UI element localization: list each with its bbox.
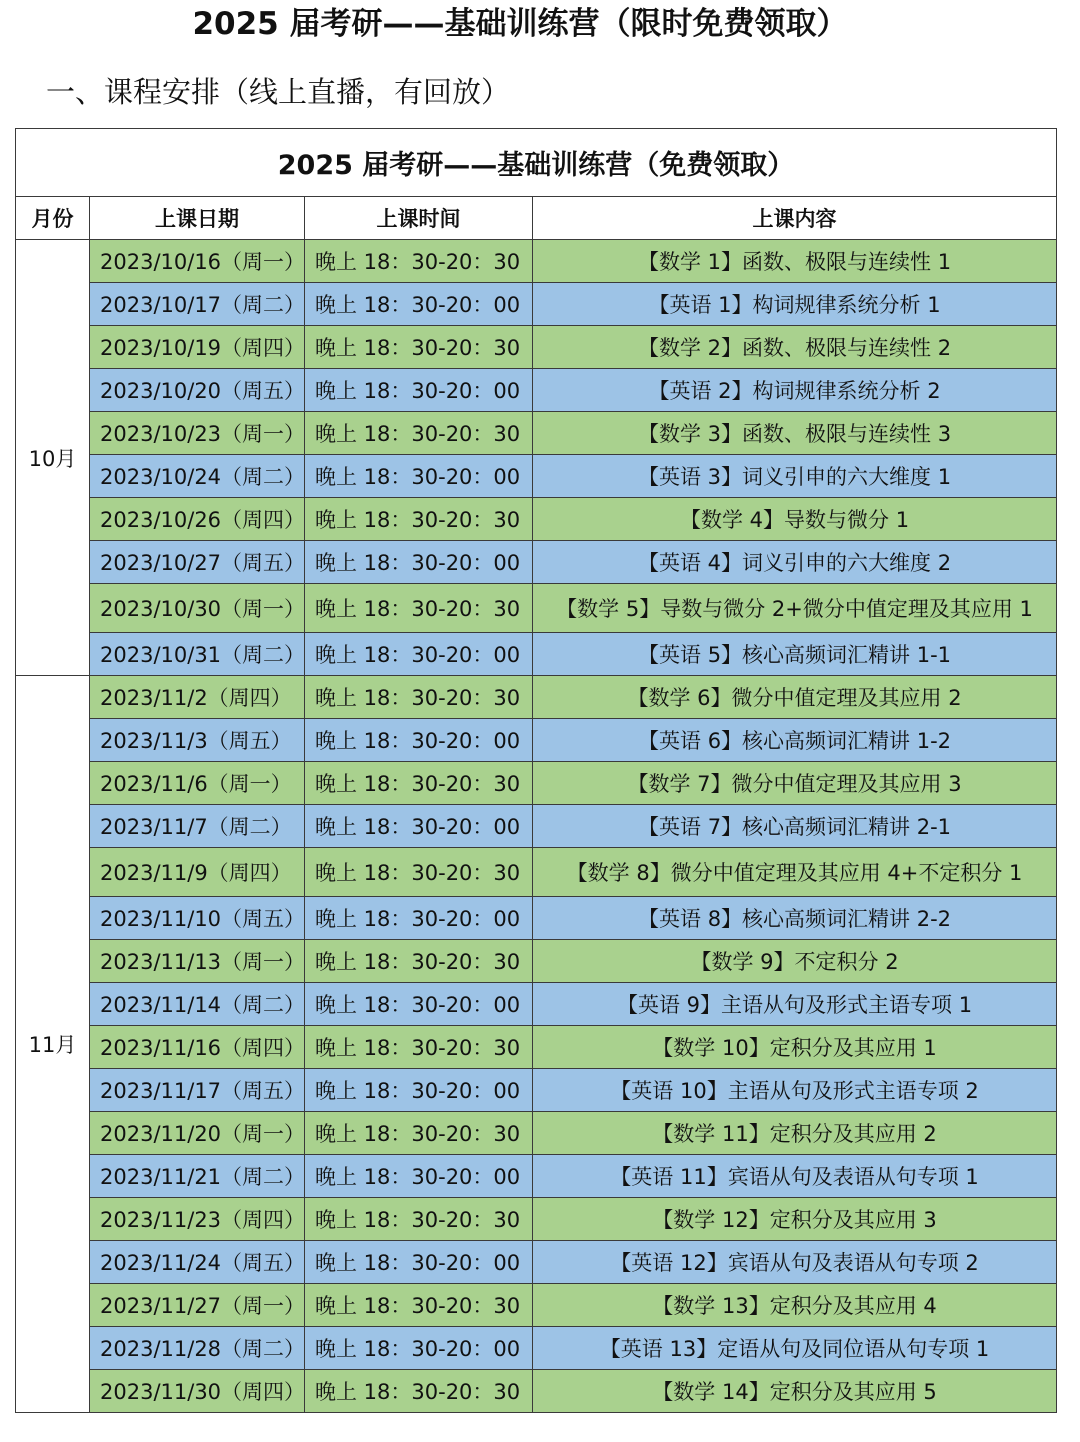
content-cell: 【英语 5】核心高频词汇精讲 1-1: [533, 633, 1057, 676]
time-cell: 晚上 18：30-20：30: [305, 498, 533, 541]
date-cell: 2023/11/30（周四）: [90, 1370, 305, 1413]
table-row: [16, 940, 1057, 983]
table-row: [16, 719, 1057, 762]
table-row: [16, 541, 1057, 584]
header-content: 上课内容: [533, 197, 1057, 240]
content-cell: 【数学 1】函数、极限与连续性 1: [533, 240, 1057, 283]
time-cell: 晚上 18：30-20：30: [305, 848, 533, 897]
time-cell: 晚上 18：30-20：30: [305, 676, 533, 719]
month-cell: 10月: [16, 240, 90, 676]
content-cell: 【数学 13】定积分及其应用 4: [533, 1284, 1057, 1327]
date-cell: 2023/11/14（周二）: [90, 983, 305, 1026]
table-row: [16, 412, 1057, 455]
time-cell: 晚上 18：30-20：00: [305, 633, 533, 676]
table-row: [16, 1241, 1057, 1284]
date-cell: 2023/10/24（周二）: [90, 455, 305, 498]
time-cell: 晚上 18：30-20：30: [305, 762, 533, 805]
table-row: [16, 1069, 1057, 1112]
date-cell: 2023/11/7（周二）: [90, 805, 305, 848]
date-cell: 2023/10/19（周四）: [90, 326, 305, 369]
document-title: 2025 届考研——基础训练营（限时免费领取）: [192, 6, 848, 42]
date-cell: 2023/11/10（周五）: [90, 897, 305, 940]
content-cell: 【英语 3】词义引申的六大维度 1: [533, 455, 1057, 498]
content-cell: 【数学 14】定积分及其应用 5: [533, 1370, 1057, 1413]
table-row: [16, 1026, 1057, 1069]
table-row: [16, 326, 1057, 369]
table-row: [16, 1155, 1057, 1198]
time-cell: 晚上 18：30-20：00: [305, 541, 533, 584]
content-cell: 【英语 7】核心高频词汇精讲 2-1: [533, 805, 1057, 848]
section-heading: 一、课程安排（线上直播，有回放）: [46, 75, 511, 109]
content-cell: 【数学 3】函数、极限与连续性 3: [533, 412, 1057, 455]
time-cell: 晚上 18：30-20：30: [305, 1370, 533, 1413]
table-row: [16, 369, 1057, 412]
time-cell: 晚上 18：30-20：30: [305, 584, 533, 633]
table-row: [16, 633, 1057, 676]
date-cell: 2023/11/27（周一）: [90, 1284, 305, 1327]
content-cell: 【英语 4】词义引申的六大维度 2: [533, 541, 1057, 584]
table-row: [16, 1284, 1057, 1327]
time-cell: 晚上 18：30-20：30: [305, 240, 533, 283]
time-cell: 晚上 18：30-20：00: [305, 1069, 533, 1112]
date-cell: 2023/10/17（周二）: [90, 283, 305, 326]
table-row: [16, 848, 1057, 897]
time-cell: 晚上 18：30-20：00: [305, 897, 533, 940]
header-time: 上课时间: [305, 197, 533, 240]
content-cell: 【英语 6】核心高频词汇精讲 1-2: [533, 719, 1057, 762]
date-cell: 2023/11/9（周四）: [90, 848, 305, 897]
content-cell: 【英语 10】主语从句及形式主语专项 2: [533, 1069, 1057, 1112]
table-row: [16, 676, 1057, 719]
time-cell: 晚上 18：30-20：00: [305, 369, 533, 412]
date-cell: 2023/11/6（周一）: [90, 762, 305, 805]
date-cell: 2023/10/31（周二）: [90, 633, 305, 676]
table-row: [16, 498, 1057, 541]
table-row: [16, 240, 1057, 283]
table-row: [16, 455, 1057, 498]
time-cell: 晚上 18：30-20：30: [305, 412, 533, 455]
content-cell: 【数学 7】微分中值定理及其应用 3: [533, 762, 1057, 805]
time-cell: 晚上 18：30-20：00: [305, 719, 533, 762]
content-cell: 【数学 10】定积分及其应用 1: [533, 1026, 1057, 1069]
date-cell: 2023/11/17（周五）: [90, 1069, 305, 1112]
time-cell: 晚上 18：30-20：00: [305, 983, 533, 1026]
table-row: [16, 584, 1057, 633]
table-row: [16, 762, 1057, 805]
date-cell: 2023/11/2（周四）: [90, 676, 305, 719]
content-cell: 【英语 13】定语从句及同位语从句专项 1: [533, 1327, 1057, 1370]
date-cell: 2023/11/20（周一）: [90, 1112, 305, 1155]
table-row: [16, 1112, 1057, 1155]
table-row: [16, 283, 1057, 326]
date-cell: 2023/10/26（周四）: [90, 498, 305, 541]
date-cell: 2023/10/20（周五）: [90, 369, 305, 412]
content-cell: 【数学 4】导数与微分 1: [533, 498, 1057, 541]
content-cell: 【英语 2】构词规律系统分析 2: [533, 369, 1057, 412]
table-row: [16, 983, 1057, 1026]
content-cell: 【数学 8】微分中值定理及其应用 4+不定积分 1: [533, 848, 1057, 897]
content-cell: 【英语 11】宾语从句及表语从句专项 1: [533, 1155, 1057, 1198]
table-row: [16, 805, 1057, 848]
time-cell: 晚上 18：30-20：30: [305, 940, 533, 983]
time-cell: 晚上 18：30-20：30: [305, 1198, 533, 1241]
content-cell: 【数学 9】不定积分 2: [533, 940, 1057, 983]
date-cell: 2023/11/3（周五）: [90, 719, 305, 762]
date-cell: 2023/11/21（周二）: [90, 1155, 305, 1198]
schedule-body: [16, 240, 1057, 1413]
header-month: 月份: [16, 197, 90, 240]
time-cell: 晚上 18：30-20：00: [305, 283, 533, 326]
date-cell: 2023/10/23（周一）: [90, 412, 305, 455]
time-cell: 晚上 18：30-20：00: [305, 455, 533, 498]
schedule-table: [15, 128, 1057, 1413]
date-cell: 2023/11/16（周四）: [90, 1026, 305, 1069]
time-cell: 晚上 18：30-20：00: [305, 1155, 533, 1198]
date-cell: 2023/10/16（周一）: [90, 240, 305, 283]
content-cell: 【英语 9】主语从句及形式主语专项 1: [533, 983, 1057, 1026]
content-cell: 【数学 12】定积分及其应用 3: [533, 1198, 1057, 1241]
header-date: 上课日期: [90, 197, 305, 240]
content-cell: 【数学 5】导数与微分 2+微分中值定理及其应用 1: [533, 584, 1057, 633]
date-cell: 2023/11/23（周四）: [90, 1198, 305, 1241]
content-cell: 【数学 6】微分中值定理及其应用 2: [533, 676, 1057, 719]
content-cell: 【数学 2】函数、极限与连续性 2: [533, 326, 1057, 369]
table-row: [16, 897, 1057, 940]
time-cell: 晚上 18：30-20：30: [305, 1112, 533, 1155]
date-cell: 2023/11/24（周五）: [90, 1241, 305, 1284]
table-row: [16, 1370, 1057, 1413]
content-cell: 【数学 11】定积分及其应用 2: [533, 1112, 1057, 1155]
time-cell: 晚上 18：30-20：30: [305, 1026, 533, 1069]
date-cell: 2023/10/27（周五）: [90, 541, 305, 584]
date-cell: 2023/10/30（周一）: [90, 584, 305, 633]
content-cell: 【英语 8】核心高频词汇精讲 2-2: [533, 897, 1057, 940]
table-row: [16, 1327, 1057, 1370]
date-cell: 2023/11/13（周一）: [90, 940, 305, 983]
table-title: 2025 届考研——基础训练营（免费领取）: [16, 129, 1057, 197]
date-cell: 2023/11/28（周二）: [90, 1327, 305, 1370]
table-row: [16, 1198, 1057, 1241]
time-cell: 晚上 18：30-20：00: [305, 805, 533, 848]
time-cell: 晚上 18：30-20：30: [305, 326, 533, 369]
month-cell: 11月: [16, 676, 90, 1413]
content-cell: 【英语 12】宾语从句及表语从句专项 2: [533, 1241, 1057, 1284]
time-cell: 晚上 18：30-20：30: [305, 1284, 533, 1327]
time-cell: 晚上 18：30-20：00: [305, 1241, 533, 1284]
time-cell: 晚上 18：30-20：00: [305, 1327, 533, 1370]
content-cell: 【英语 1】构词规律系统分析 1: [533, 283, 1057, 326]
